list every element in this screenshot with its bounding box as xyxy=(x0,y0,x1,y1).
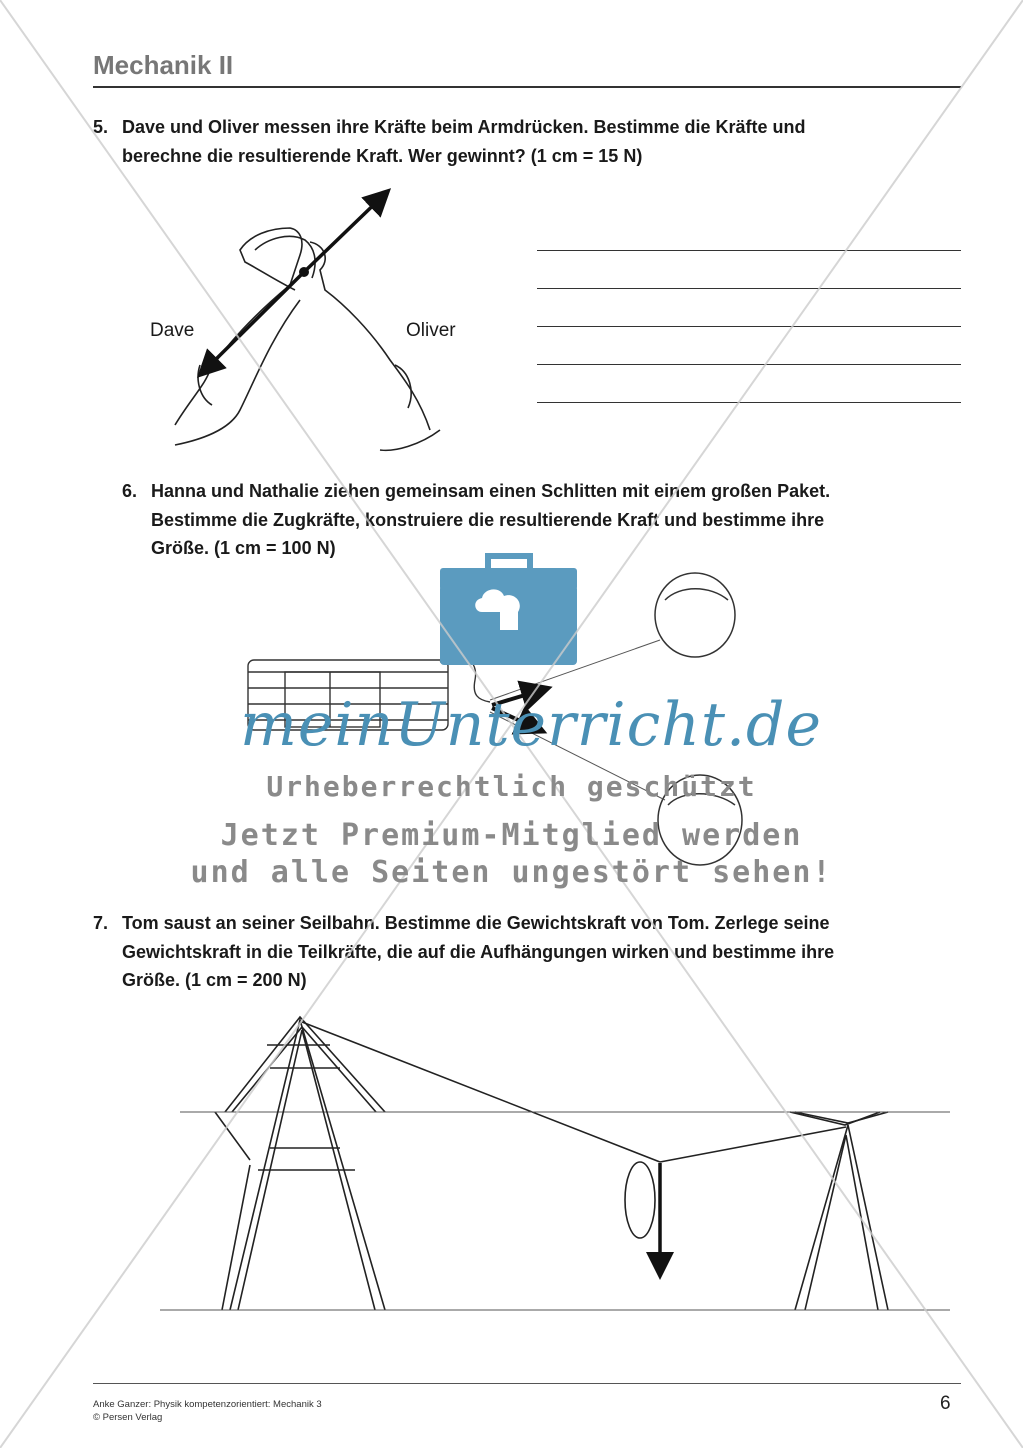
footer-source: Anke Ganzer: Physik kompetenzorientiert: Mechanik 3 xyxy=(93,1399,322,1410)
watermark-line-2: Jetzt Premium-Mitglied werden xyxy=(220,818,803,853)
force-arrow-oliver xyxy=(304,193,386,272)
task-7-line-1: Tom saust an seiner Seilbahn. Bestimme die Gewichtskraft von Tom. Zerlege seine xyxy=(122,913,830,933)
person-tom xyxy=(625,1162,655,1238)
label-oliver: Oliver xyxy=(406,320,456,341)
label-dave: Dave xyxy=(150,320,195,341)
task-7-number: 7. xyxy=(93,913,109,933)
arm-wrestling-force-arrows xyxy=(202,193,386,373)
task-6-line-1: Hanna und Nathalie ziehen gemeinsam einen Schlitten mit einem großen Paket. xyxy=(151,481,831,501)
task-6-number: 6. xyxy=(122,481,138,501)
footer-publisher: © Persen Verlag xyxy=(93,1412,163,1423)
force-origin-point xyxy=(299,267,309,277)
watermark-brand: meinUnterricht.de xyxy=(240,690,822,760)
arm-wrestling-illustration xyxy=(175,228,440,450)
task-6-line-2: Bestimme die Zugkräfte, konstruiere die resultierende Kraft und bestimme ihre xyxy=(151,509,825,530)
task-5-line-1: Dave und Oliver messen ihre Kräfte beim Armdrücken. Bestimme die Kräfte und xyxy=(122,117,806,137)
task-7-line-3: Größe. (1 cm = 200 N) xyxy=(122,970,307,990)
task-6-line-3: Größe. (1 cm = 100 N) xyxy=(151,538,336,558)
task-5-line-2: berechne die resultierende Kraft. Wer gewinnt? (1 cm = 15 N) xyxy=(122,145,643,166)
task-5-number: 5. xyxy=(93,117,109,137)
watermark-line-1: Urheberrechtlich geschützt xyxy=(266,770,757,803)
briefcase-icon xyxy=(440,556,577,665)
zipline-left-frame-fix xyxy=(160,1020,950,1310)
zipline-rope-left xyxy=(302,1022,660,1162)
page-number: 6 xyxy=(940,1393,951,1414)
child-hanna xyxy=(655,573,735,657)
task-7-line-2: Gewichtskraft in die Teilkräfte, die auf die Aufhängungen wirken und bestimme ihre xyxy=(122,941,835,962)
zipline-illustration xyxy=(180,1017,950,1238)
page-title: Mechanik II xyxy=(93,50,234,80)
watermark-line-3: und alle Seiten ungestört sehen! xyxy=(190,855,833,890)
footer-rule xyxy=(93,1383,961,1384)
